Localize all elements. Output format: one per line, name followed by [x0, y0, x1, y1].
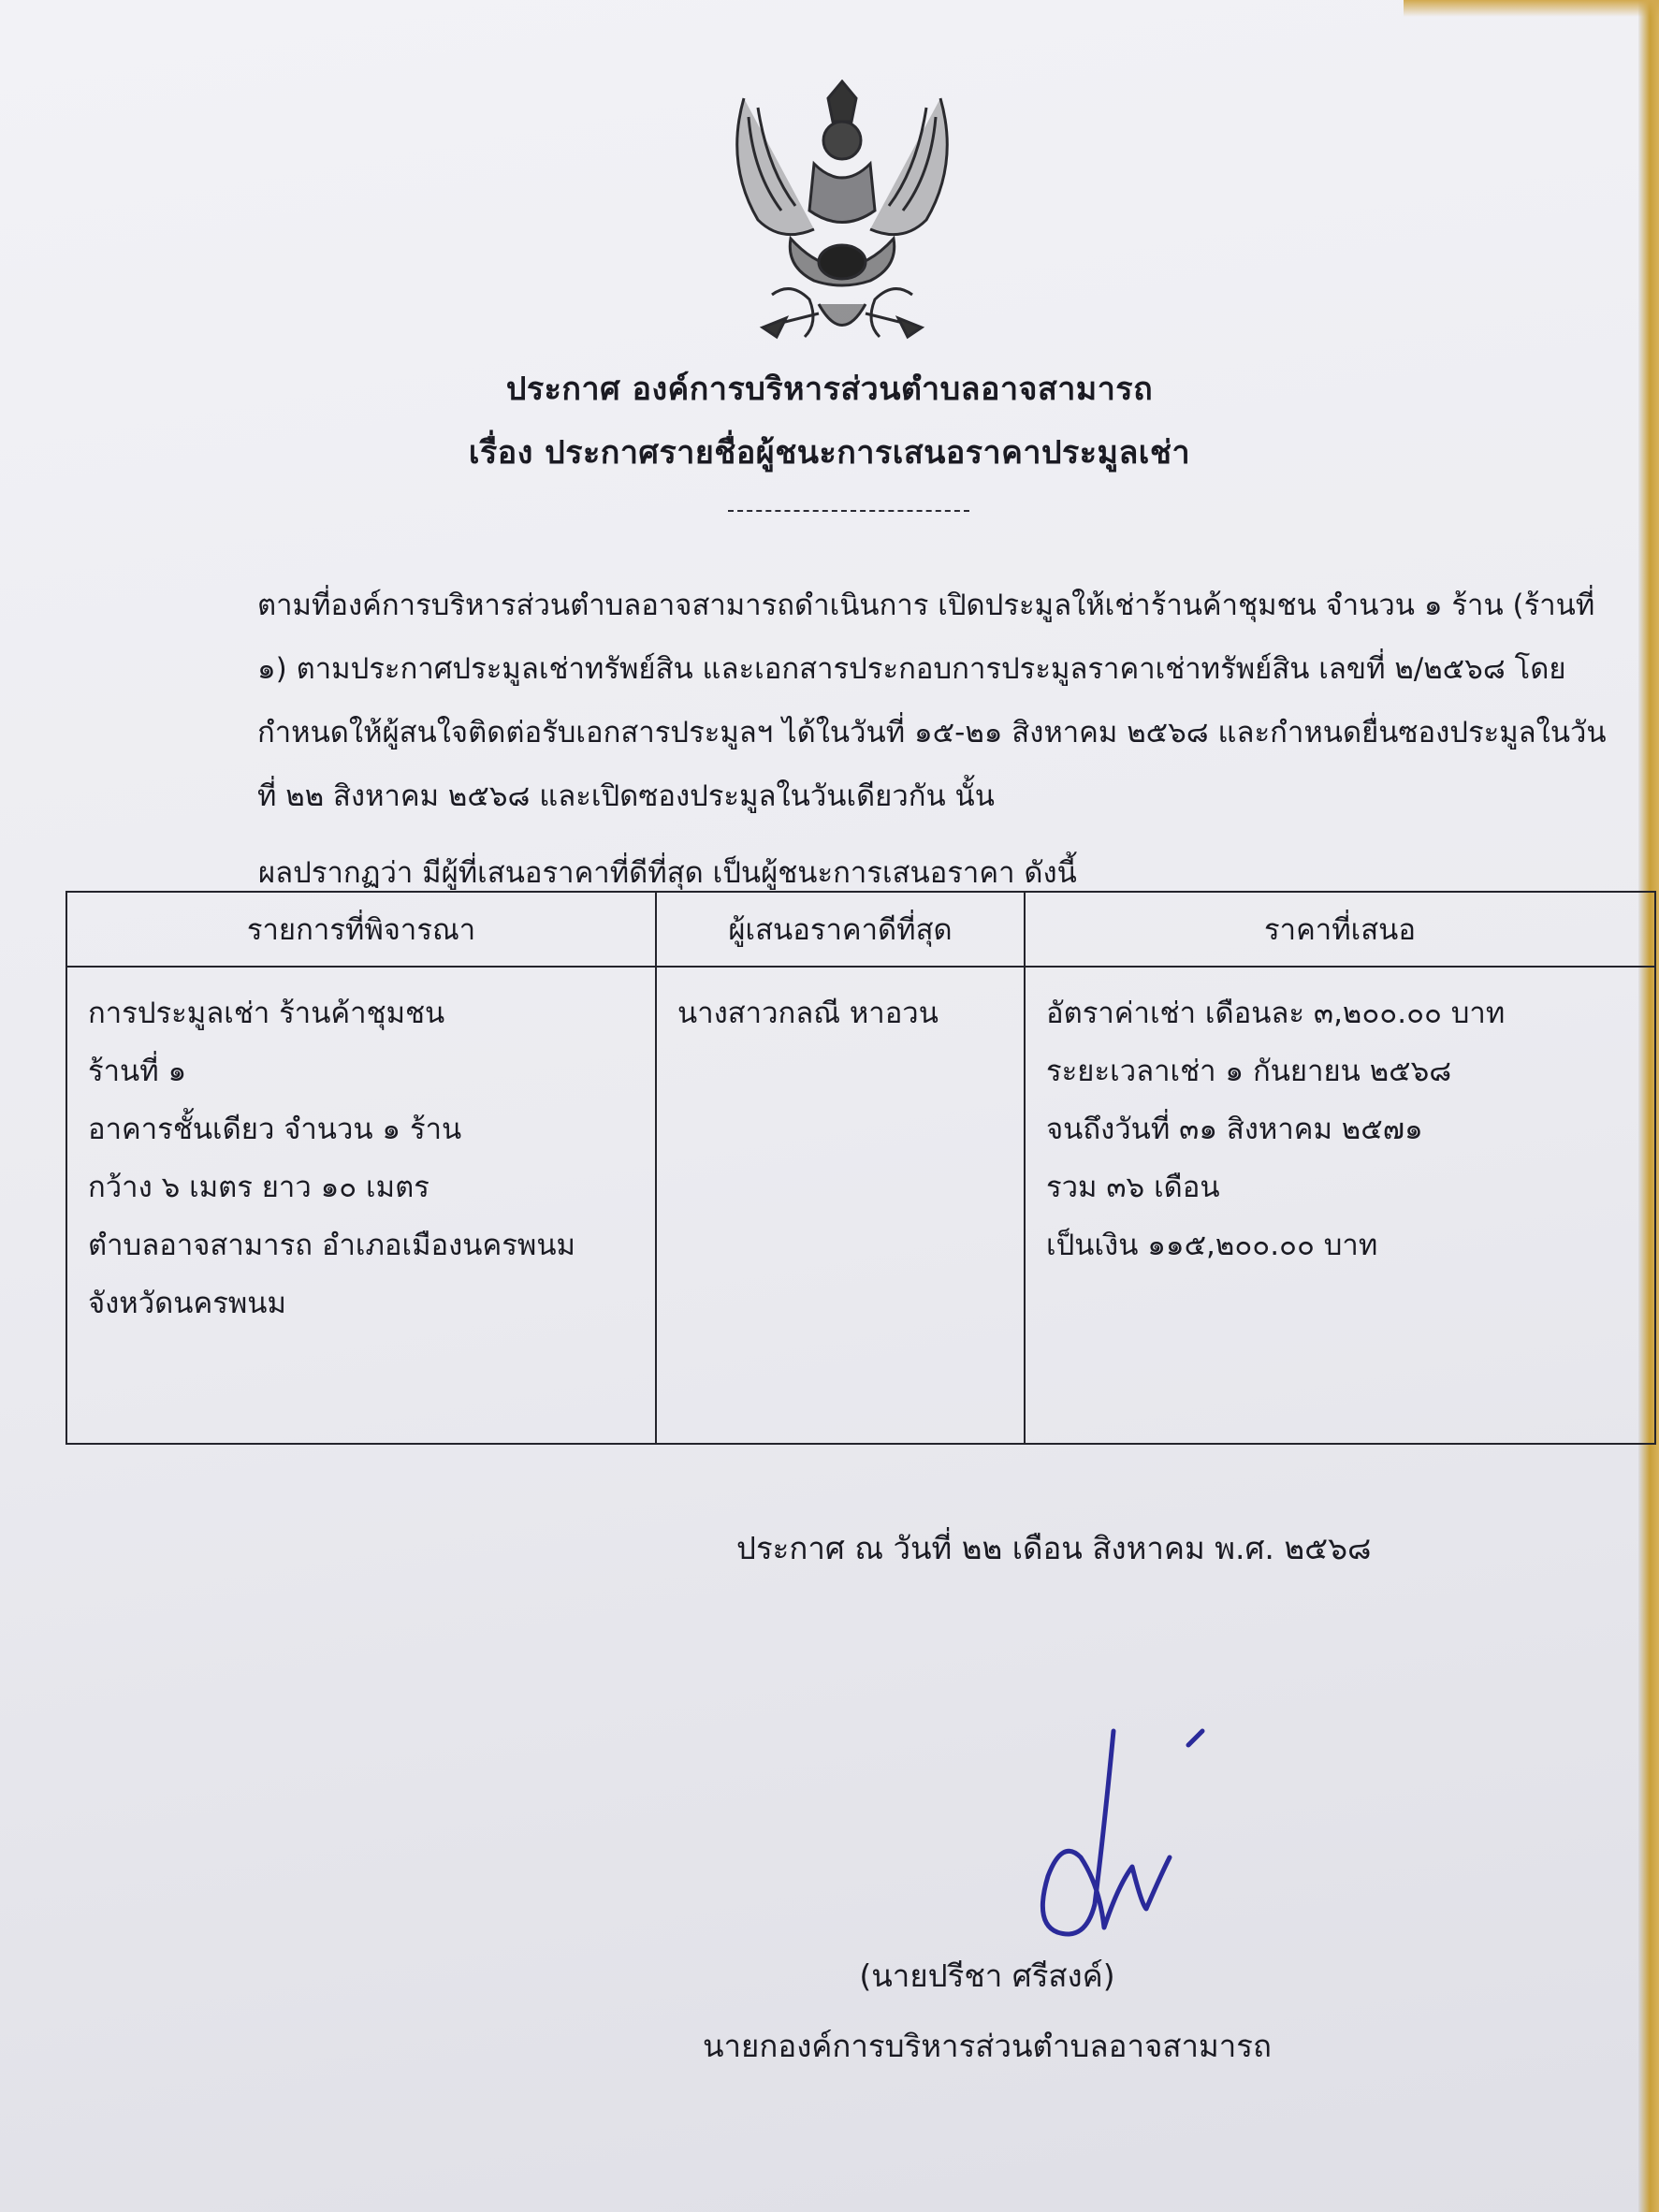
item-line: กว้าง ๖ เมตร ยาว ๑๐ เมตร: [88, 1171, 429, 1204]
signer-name: (นายปรีชา ศรีสงค์): [859, 1957, 1115, 1994]
item-line: ตำบลอาจสามารถ อำเภอเมืองนครพนม: [88, 1229, 575, 1262]
header-item: รายการที่พิจารณา: [66, 892, 656, 967]
item-line: ร้านที่ ๑: [88, 1055, 187, 1088]
item-line: อาคารชั้นเดียว จำนวน ๑ ร้าน: [88, 1113, 462, 1146]
header-bidder: ผู้เสนอราคาดีที่สุด: [656, 892, 1025, 967]
item-line: การประมูลเช่า ร้านค้าชุมชน: [88, 997, 445, 1030]
item-line: จังหวัดนครพนม: [88, 1287, 286, 1320]
result-intro: ผลปรากฏว่า มีผู้ที่เสนอราคาที่ดีที่สุด เป็นผู้ชนะการเสนอราคา ดังนี้: [258, 856, 1077, 890]
announcement-date: ประกาศ ณ วันที่ ๒๒ เดือน สิงหาคม พ.ศ. ๒๕๖๘: [736, 1530, 1372, 1566]
price-line: อัตราค่าเช่า เดือนละ ๓,๒๐๐.๐๐ บาท: [1046, 997, 1506, 1030]
paper-edge-top: [1404, 0, 1659, 17]
bidder-name: นางสาวกลณี หาอวน: [677, 997, 939, 1030]
announcement-subject: เรื่อง ประกาศรายชื่อผู้ชนะการเสนอราคาประมูลเช่า: [468, 434, 1191, 472]
table-row: [66, 967, 1655, 1444]
title-divider: [728, 510, 969, 512]
price-line: ระยะเวลาเช่า ๑ กันยายน ๒๕๖๘: [1046, 1055, 1452, 1088]
announcement-title: ประกาศ องค์การบริหารส่วนตำบลอาจสามารถ: [505, 371, 1154, 408]
item-cell: [66, 967, 656, 1444]
price-line: จนถึงวันที่ ๓๑ สิงหาคม ๒๕๗๑: [1046, 1113, 1423, 1146]
body-paragraph: [75, 574, 1619, 828]
signer-position: นายกองค์การบริหารส่วนตำบลอาจสามารถ: [702, 2028, 1273, 2064]
handwritten-signature: [1029, 1717, 1216, 1960]
price-cell: [1025, 967, 1655, 1444]
paragraph-text: ตามที่องค์การบริหารส่วนตำบลอาจสามารถดำเนินการ เปิดประมูลให้เช่าร้านค้าชุมชน จำนวน ๑ ร้าน (ร้านที่ ๑) ตามประกาศประมูลเช่าทรัพย์สิน และเอกสารประกอบการประมูลราคาเช่าทรัพย์สิน เลขที่ ๒/๒๕๖๘ โดยกำหนดให้ผู้สนใจติดต่อรับเอกสารประมูลฯ ได้ในวันที่ ๑๕-๒๑ สิงหาคม ๒๕๖๘ และกำหนดยื่นซองประมูลในวันที่ ๒๒ สิงหาคม ๒๕๖๘ และเปิดซองประมูลในวันเดียวกัน นั้น: [257, 589, 1607, 813]
price-line: รวม ๓๖ เดือน: [1046, 1171, 1220, 1204]
price-line: เป็นเงิน ๑๑๕,๒๐๐.๐๐ บาท: [1046, 1229, 1378, 1262]
award-table: [65, 891, 1656, 1445]
garuda-emblem-icon: [716, 80, 968, 351]
table-header-row: [66, 892, 1655, 967]
bidder-cell: [656, 967, 1025, 1444]
header-price: ราคาที่เสนอ: [1025, 892, 1655, 967]
